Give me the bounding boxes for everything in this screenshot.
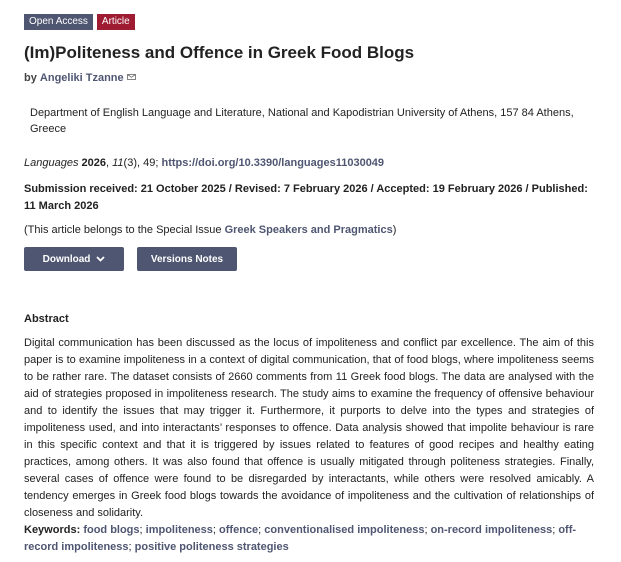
citation-issue: (3) <box>123 157 137 169</box>
open-access-badge: Open Access <box>24 14 93 30</box>
download-label: Download <box>42 253 91 265</box>
by-label: by <box>24 72 37 84</box>
keyword-link[interactable]: conventionalised impoliteness <box>264 524 425 536</box>
publication-dates: Submission received: 21 October 2025 / Revised: 7 February 2026 / Accepted: 19 February 2026 / Published: 11 March 2026 <box>24 183 588 212</box>
keyword-link[interactable]: food blogs <box>83 524 140 536</box>
keyword-link[interactable]: positive politeness strategies <box>134 541 289 553</box>
byline <box>24 72 136 84</box>
versions-notes-button[interactable] <box>137 247 237 271</box>
keyword-link[interactable]: off-record impoliteness <box>24 524 577 553</box>
citation-volume: 11 <box>112 157 124 169</box>
citation-article-number: 49 <box>143 157 156 169</box>
special-issue-prefix: (This article belongs to the Special Issue <box>24 224 222 236</box>
article-badges <box>24 14 135 30</box>
doi-link[interactable]: https://doi.org/10.3390/languages11030049 <box>161 157 385 169</box>
affiliation: Department of English Language and Literature, National and Kapodistrian University of Athens, 157 84 Athens, Greece <box>30 107 574 135</box>
keyword-link[interactable]: offence <box>219 524 259 536</box>
keyword-link[interactable]: impoliteness <box>145 524 213 536</box>
special-issue-note <box>24 224 396 236</box>
special-issue-suffix: ) <box>392 224 397 236</box>
author-link[interactable]: Angeliki Tzanne <box>39 72 124 84</box>
versions-notes-label: Versions Notes <box>150 253 224 265</box>
special-issue-link[interactable]: Greek Speakers and Pragmatics <box>224 224 393 236</box>
citation-year: 2026 <box>81 157 106 169</box>
keywords: Keywords: food blogs; impoliteness; offence; conventionalised impoliteness; on-record impoliteness; off-record impoliteness; positive politeness strategies <box>24 524 577 553</box>
journal-name: Languages <box>24 157 79 169</box>
mail-icon[interactable] <box>127 74 136 80</box>
keyword-link[interactable]: on-record impoliteness <box>430 524 553 536</box>
chevron-down-icon <box>96 256 105 262</box>
abstract-text: Digital communication has been discussed as the locus of impoliteness and conflict par excellence. The aim of this paper is to examine impoliteness in a context of digital communication, that of food blogs, where impoliteness seems to be rather rare. The dataset consists of 2660 comments from 11 Greek food blogs. The data are analysed with the aid of strategies proposed in impoliteness research. The study aims to examine the frequency of offensive behaviour and to identify the issues that may trigger it. Furthermore, it purports to delve into the types and strategies of impoliteness used, and into interactants’ responses to offence. Data analysis showed that impolite behaviour is rare in this specific context and that it is triggered by issues related to features of good recipes and healthy eating practices, among others. It was also found that offence is usually mitigated through politeness strategies. Finally, several cases of offence were found to be disregarded by interactants, while others were resolved amicably. A tendency emerges in Greek food blogs towards the avoidance of impoliteness and the cultivation of relationships of closeness and solidarity. <box>24 337 594 519</box>
article-title: (Im)Politeness and Offence in Greek Food Blogs <box>24 43 415 62</box>
keywords-label: Keywords: <box>24 524 81 536</box>
abstract-heading: Abstract <box>24 313 69 325</box>
action-buttons <box>24 247 237 271</box>
citation: Languages 2026, 11(3), 49; https://doi.org/10.3390/languages11030049 <box>24 157 385 169</box>
article-type-badge: Article <box>97 14 135 30</box>
download-button[interactable] <box>24 247 124 271</box>
